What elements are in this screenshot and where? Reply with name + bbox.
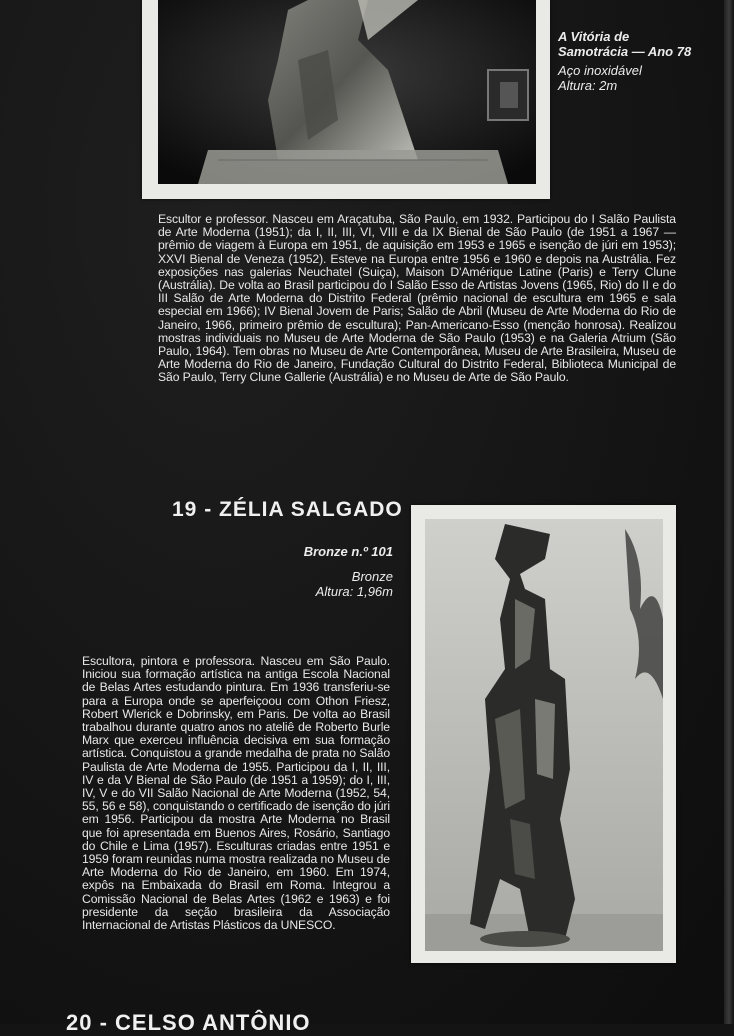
- artist-biography-1: Escultor e professor. Nasceu em Araçatuba, São Paulo, em 1932. Participou do I Salão Paulista de Arte Moderna (1951); da I, II, III, VI, VIII e da IX Bienal de São Paulo (de 1951 a 1967 — prêmio de viagem à Europa em 1951, de aquisição em 1953 e 1965 e isenção de júri em 1953); XXVI Bienal de Veneza (1952). Esteve na Europa entre 1956 e 1960 e depois na Austrália. Fez exposições nas galerias Neuchatel (Suiça), Maison D'Amérique Latine (Paris) e Terry Clune (Austrália). De volta ao Brasil participou do I Salão Esso de Artistas Jovens (1965, Rio) do II e do III Salão de Arte Moderna do Distrito Federal (prêmio nacional de escultura em 1965 e sala especial em 1966); IV Bienal Jovem de Paris; Salão de Abril (Museu de Arte Moderna do Rio de Janeiro, 1966, primeiro prêmio de escultura); Pan-Americano-Esso (menção honrosa). Realizou mostras individuais no Museu de Arte Moderna de São Paulo (1953) e na Galeria Atrium (São Paulo, 1964). Tem obras no Museu de Arte Contemporânea, Museu de Arte Brasileira, Museu de Arte Moderna do Rio de Janeiro, Fundação Cultural do Distrito Federal, Biblioteca Municipal de São Paulo, Terry Clune Gallerie (Austrália) e no Museu de Arte de São Paulo.: [158, 212, 676, 385]
- bronze-caption: [250, 545, 393, 600]
- samotracia-sculpture-image: [158, 0, 536, 184]
- artwork-material: Bronze: [351, 568, 393, 584]
- artist-heading-celso-antonio: 20 - CELSO ANTÔNIO: [66, 1010, 311, 1035]
- artist-heading-zelia-salgado: 19 - ZÉLIA SALGADO: [172, 498, 403, 521]
- artwork-title-line2: Samotrácia — Ano 78: [558, 43, 692, 59]
- samotracia-caption: [558, 30, 728, 94]
- book-spine-edge: [724, 0, 734, 1024]
- artwork-title: Bronze n.º 101: [303, 544, 393, 559]
- artwork-title-line1: A Vitória de: [558, 29, 630, 44]
- sculpture-photo-bronze-101: [411, 505, 676, 963]
- artwork-height: Altura: 1,96m: [315, 583, 393, 599]
- sculpture-photo-samotracia: [142, 0, 550, 199]
- artist-biography-2: Escultora, pintora e professora. Nasceu em São Paulo. Iniciou sua formação artística na antiga Escola Nacional de Belas Artes estudando pintura. Em 1936 transferiu-se para a Europa onde se aperfeiçoou com Othon Friesz, Robert Wlerick e Dobrinsky, em Paris. De volta ao Brasil trabalhou durante quatro anos no ateliê de Roberto Burle Marx que exerceu influência decisiva em sua formação artística. Conquistou a grande medalha de prata no Salão Paulista de Arte Moderna de 1955. Participou da I, II, III, IV e da V Bienal de São Paulo (de 1951 a 1959); do I, III, IV, V e do VII Salão Nacional de Arte Moderna (1952, 54, 55, 56 e 58), conquistando o certificado de isenção do júri em 1956. Participou da mostra Arte Moderna no Brasil que foi apresentada em Buenos Aires, Rosário, Santiago do Chile e Lima (1957). Esculturas criadas entre 1951 e 1959 foram reunidas numa mostra realizada no Museu de Arte Moderna do Rio de Janeiro, em 1960. Em 1974, expôs na Embaixada do Brasil em Roma. Integrou a Comissão Nacional de Belas Artes (1962 e 1963) e foi presidente da seção brasileira da Associação Internacional de Artistas Plásticos da UNESCO.: [82, 654, 390, 933]
- bronze-sculpture-image: [425, 519, 663, 951]
- artwork-height: Altura: 2m: [558, 77, 618, 93]
- artwork-material: Aço inoxidável: [558, 62, 642, 78]
